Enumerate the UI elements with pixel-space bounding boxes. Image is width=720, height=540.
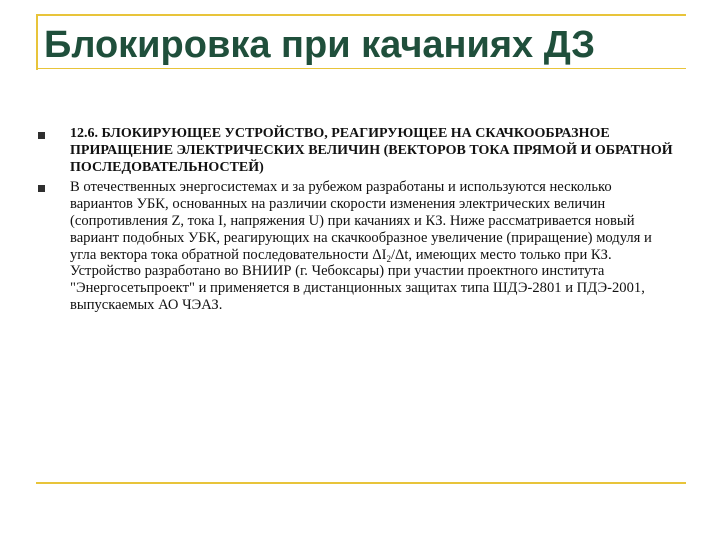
- top-accent-rule: [36, 14, 686, 16]
- bullet-text-heading: 12.6. БЛОКИРУЮЩЕЕ УСТРОЙСТВО, РЕАГИРУЮЩЕЕ НА СКАЧКООБРАЗНОЕ ПРИРАЩЕНИЕ ЭЛЕКТРИЧЕСКИХ ВЕЛИЧИН (ВЕКТОРОВ ТОКА ПРЯМОЙ И ОБРАТНОЙ ПОСЛЕДОВАТЕЛЬНОСТЕЙ): [70, 126, 673, 175]
- square-bullet-icon: [38, 185, 45, 192]
- bullet-text-description-end: /Δt, имеющих место только при КЗ. Устройство разработано во ВНИИР (г. Чебоксары) при участии проектного института "Энергосетьпроект" и применяется в дистанционных защитах типа ШДЭ-2801 и ПДЭ-2001, выпускаемых АО ЧЭАЗ.: [70, 246, 645, 313]
- square-bullet-icon: [38, 132, 45, 139]
- delta-i-subscript: 2: [386, 253, 391, 264]
- slide-title: Блокировка при качаниях ДЗ: [44, 24, 596, 66]
- left-accent-rule: [36, 14, 38, 70]
- delta-i-symbol: ΔI: [372, 246, 387, 263]
- bullet-list: [36, 126, 676, 317]
- title-underline: [36, 68, 686, 69]
- bullet-text-description-start: В отечественных энергосистемах и за рубежом разработаны и используются несколько вариантов УБК, основанных на различии скорости изменения электрических величин (сопротивления Z, тока I, напряжения U) при качаниях и КЗ. Ниже рассматривается новый вариант подобных УБК, реагирующих на скачкообразное увеличение (приращение) модуля и угла вектора тока обратной последовательности: [70, 179, 652, 263]
- bullet-item-heading: [36, 126, 676, 176]
- bottom-accent-rule: [36, 482, 686, 484]
- bullet-item-description: [36, 179, 676, 313]
